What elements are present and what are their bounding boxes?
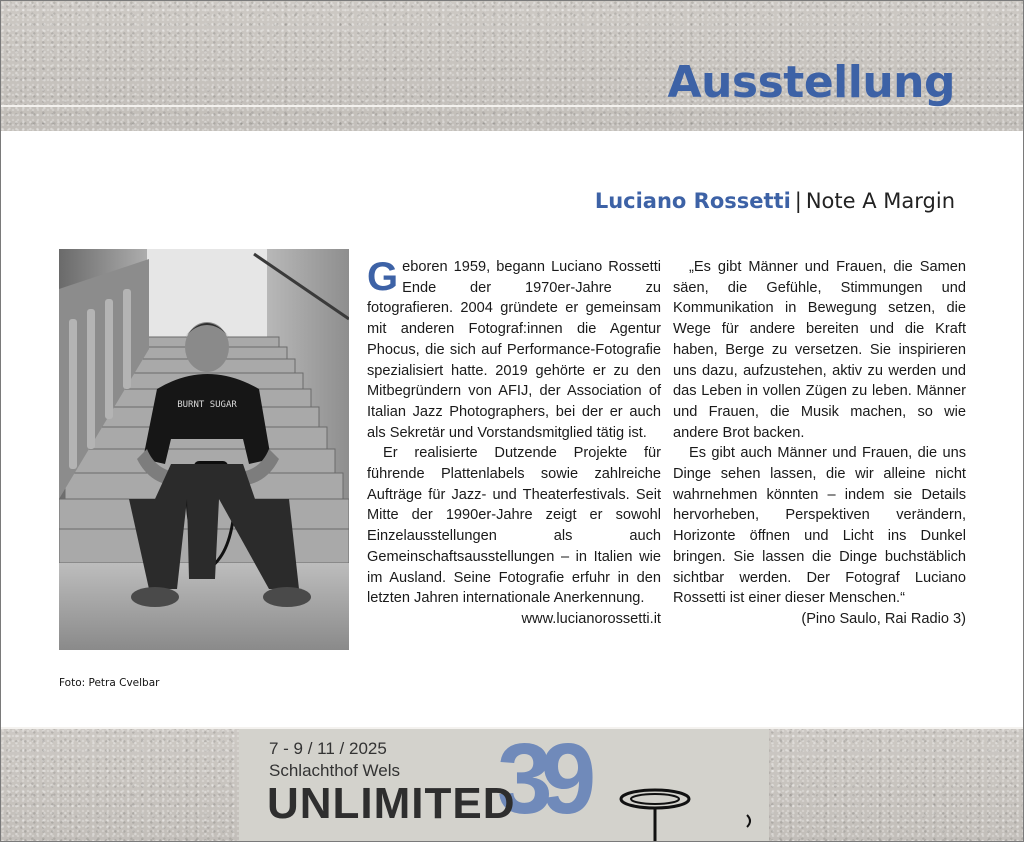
article-paragraph <box>367 257 661 443</box>
section-title: Ausstellung <box>667 57 955 108</box>
festival-venue: Schlachthof Wels <box>269 761 401 780</box>
paragraph-text: eboren 1959, begann Luciano Rossetti Ende der 1970er-Jahre zu fotografieren. 2004 gründete er gemeinsam mit anderen Fotograf:innen die Agentur Phocus, die sich auf Performance-Fotografie spezialisiert hatte. 2019 gehörte er zu den Mitbegründern von AFIJ, der Association of Italian Jazz Photographers, bei der er auch als Sekretär und Vorstandsmitglied tätig ist. <box>367 259 661 441</box>
edition-number: 39 <box>497 729 585 835</box>
festival-dates: 7 - 9 / 11 / 2025 <box>269 739 387 758</box>
article-column-left <box>367 257 661 630</box>
shirt-print: BURNT SUGAR <box>177 400 237 410</box>
festival-banner <box>239 729 769 842</box>
photo-credit: Foto: Petra Cvelbar <box>59 677 160 689</box>
headline-separator: | <box>794 189 802 213</box>
website-link[interactable]: www.lucianorossetti.it <box>521 610 661 627</box>
article-subtitle: Note A Margin <box>805 189 955 213</box>
quote-paragraph: Es gibt auch Männer und Frauen, die uns Dinge sehen lassen, die wir alleine nicht wahrnehmen könnten – indem sie Details hervorheben, Perspektiven verändern, Horizonte öffnen und Licht ins Dunkel bringen. Sie lassen die Dinge buchstäblich sichtbar werden. Der Fotograf Luciano Rossetti ist einer dieser Menschen.“ <box>673 445 966 607</box>
dropcap: G <box>367 255 399 299</box>
article-column-right <box>673 257 966 630</box>
article-headline <box>595 189 955 213</box>
author-name: Luciano Rossetti <box>594 189 791 213</box>
article-paragraph: Er realisierte Dutzende Projekte für führende Plattenlabels sowie zahlreiche Aufträge für Jazz- und Theaterfestivals. Seit Mitte der 1990er-Jahre zeigt er sowohl Einzelausstellungen als auch Gemeinschaftsausstellungen – in Italien wie im Ausland. Seine Fotografie erfuhr in den letzten Jahren internationale Anerkennung. <box>367 445 661 607</box>
portrait-photo <box>59 249 349 650</box>
header-band <box>1 1 1024 131</box>
festival-brand: UNLIMITED <box>267 779 516 828</box>
drum-illustration-icon <box>619 787 759 842</box>
quote-paragraph: „Es gibt Männer und Frauen, die Samen säen, die Gefühle, Stimmungen und Kommunikation in Bewegung setzen, die Wege für andere bereiten und die Kraft haben, Berge zu versetzen. Sie inspirieren uns dazu, aufzustehen, aktiv zu werden und das Leben in vollen Zügen zu leben. Männer und Frauen, die Musik machen, so wie andere Brot backen. <box>673 259 966 441</box>
quote-citation: (Pino Saulo, Rai Radio 3) <box>801 610 966 627</box>
